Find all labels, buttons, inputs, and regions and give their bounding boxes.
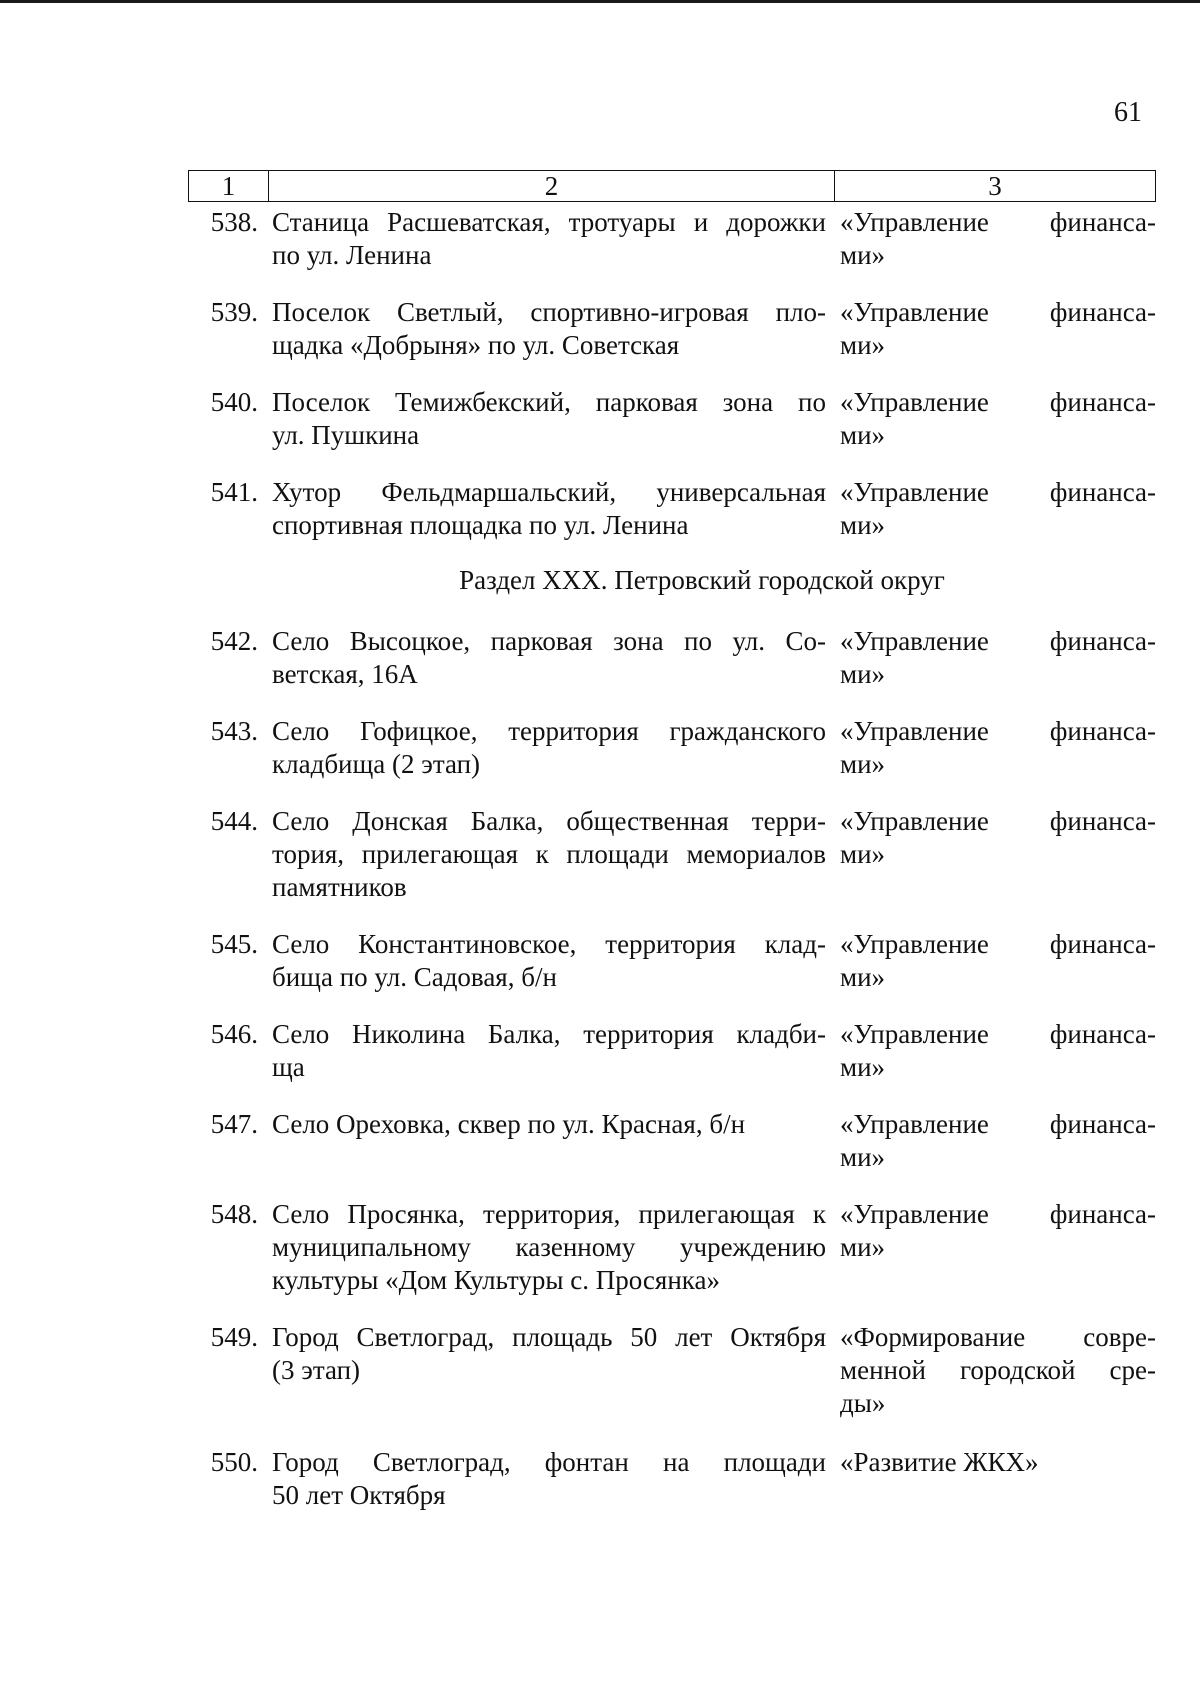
row-gap (188, 691, 1156, 715)
object-name-line: культуры «Дом Культуры с. Просянка» (272, 1265, 720, 1295)
row-gap (188, 1084, 1156, 1108)
table-row (188, 476, 1156, 542)
row-number: 539. (210, 297, 258, 327)
table-body (188, 206, 1156, 1512)
object-name-line: Село Николина Балка, территория кладби- (272, 1019, 826, 1049)
table-row (188, 928, 1156, 994)
row-number: 550. (210, 1447, 258, 1477)
row-number: 545. (210, 929, 258, 959)
row-gap (188, 272, 1156, 296)
program-name (834, 1108, 1156, 1174)
object-name-line: Поселок Темижбекский, парковая зона по (272, 387, 826, 417)
table-row (188, 625, 1156, 691)
object-name-line: Село Донская Балка, общественная терри- (272, 806, 826, 836)
program-name-line: ми» (840, 1052, 886, 1082)
table-row (188, 386, 1156, 452)
program-name-line: «Управление финанса- (840, 626, 1156, 656)
object-name (268, 1018, 834, 1084)
table-row (188, 1446, 1156, 1512)
program-name (834, 928, 1156, 994)
row-number: 538. (210, 207, 258, 237)
rows-before (188, 206, 1156, 564)
program-name-line: ми» (840, 839, 886, 869)
program-name (834, 1018, 1156, 1084)
header-col-3: 3 (988, 171, 1002, 201)
header-col-1: 1 (189, 171, 269, 201)
row-number: 544. (210, 806, 258, 836)
object-name (268, 296, 834, 362)
row-number: 541. (210, 477, 258, 507)
row-gap (188, 362, 1156, 386)
program-name-line: ми» (840, 510, 886, 540)
object-name (268, 386, 834, 452)
program-name-line: «Формирование совре- (840, 1322, 1156, 1352)
object-name-line: памятников (272, 872, 407, 902)
table-row (188, 805, 1156, 904)
object-name-line: Город Светлоград, фонтан на площади (272, 1447, 826, 1477)
program-name-line: ми» (840, 1142, 886, 1172)
program-name-line: «Управление финанса- (840, 1109, 1156, 1139)
program-name-line: менной городской сре- (840, 1355, 1156, 1385)
row-gap (188, 781, 1156, 805)
object-name-line: муниципальному казенному учреждению (272, 1232, 826, 1262)
object-name-line: по ул. Ленина (272, 240, 432, 270)
program-name-line: ми» (840, 749, 886, 779)
program-name (834, 386, 1156, 452)
object-name-line: Село Гофицкое, территория гражданского (272, 716, 826, 746)
row-number: 547. (210, 1109, 258, 1139)
object-name-line: Село Ореховка, сквер по ул. Красная, б/н (272, 1109, 746, 1139)
program-name-line: «Управление финанса- (840, 716, 1156, 746)
object-name (268, 476, 834, 542)
program-name-line: ми» (840, 420, 886, 450)
object-name (268, 625, 834, 691)
object-name-line: кладбища (2 этап) (272, 749, 481, 779)
row-gap (188, 994, 1156, 1018)
object-name-line: тория, прилегающая к площади мемориалов (272, 839, 826, 869)
program-name-line: «Управление финанса- (840, 1019, 1156, 1049)
object-name-line: Хутор Фельдмаршальский, универсальная (272, 477, 826, 507)
object-name-line: Поселок Светлый, спортивно-игровая пло- (272, 297, 826, 327)
section-title: Раздел XXX. Петровский городской округ (459, 565, 945, 595)
program-name-line: ми» (840, 962, 886, 992)
section-gap (188, 597, 1156, 625)
program-name (834, 296, 1156, 362)
program-name-line: ми» (840, 330, 886, 360)
rows-after (188, 625, 1156, 1512)
row-gap (188, 1297, 1156, 1321)
object-name-line: бища по ул. Садовая, б/н (272, 962, 557, 992)
row-number: 543. (210, 716, 258, 746)
object-name-line: ул. Пушкина (272, 420, 420, 450)
table-row (188, 715, 1156, 781)
page-number: 61 (1114, 97, 1142, 128)
top-rule (0, 0, 1200, 3)
program-name (834, 1321, 1156, 1420)
row-gap (188, 542, 1156, 564)
object-name-line: Город Светлоград, площадь 50 лет Октября (272, 1322, 826, 1352)
object-name-line: (3 этап) (272, 1355, 361, 1385)
object-name (268, 1446, 834, 1512)
object-name-line: щадка «Добрыня» по ул. Советская (272, 330, 680, 360)
object-name (268, 715, 834, 781)
table-row (188, 296, 1156, 362)
program-name-line: «Управление финанса- (840, 929, 1156, 959)
table-row (188, 1108, 1156, 1174)
row-number: 549. (210, 1322, 258, 1352)
object-name-line: ща (272, 1052, 305, 1082)
program-name (834, 1446, 1156, 1512)
program-name-line: «Управление финанса- (840, 207, 1156, 237)
object-name-line: Село Просянка, территория, прилегающая к (272, 1199, 826, 1229)
table-header (188, 170, 1156, 202)
object-name (268, 1321, 834, 1420)
program-name (834, 206, 1156, 272)
object-name-line: 50 лет Октября (272, 1480, 446, 1510)
header-col-2: 2 (269, 171, 835, 201)
program-name-line: ми» (840, 659, 886, 689)
object-name-line: Село Высоцкое, парковая зона по ул. Со- (272, 626, 826, 656)
program-name-line: «Управление финанса- (840, 806, 1156, 836)
row-gap (188, 904, 1156, 928)
object-name-line: Станица Расшеватская, тротуары и дорожки (272, 207, 826, 237)
row-number: 546. (210, 1019, 258, 1049)
row-gap (188, 452, 1156, 476)
object-name (268, 1198, 834, 1297)
row-gap (188, 1174, 1156, 1198)
program-name (834, 1198, 1156, 1297)
row-gap (188, 1420, 1156, 1446)
row-number: 540. (210, 387, 258, 417)
program-name-line: «Развитие ЖКХ» (840, 1447, 1039, 1477)
program-name (834, 625, 1156, 691)
table-row (188, 1321, 1156, 1420)
object-name (268, 805, 834, 904)
object-name-line: ветская, 16А (272, 659, 418, 689)
program-name (834, 476, 1156, 542)
table-row (188, 1198, 1156, 1297)
table-row (188, 1018, 1156, 1084)
program-name-line: ми» (840, 1232, 886, 1262)
program-name (834, 715, 1156, 781)
object-name-line: спортивная площадка по ул. Ленина (272, 510, 689, 540)
program-name-line: «Управление финанса- (840, 477, 1156, 507)
object-name-line: Село Константиновское, территория клад- (272, 929, 826, 959)
program-name-line: «Управление финанса- (840, 297, 1156, 327)
program-name (834, 805, 1156, 904)
program-name-line: «Управление финанса- (840, 387, 1156, 417)
row-number: 548. (210, 1199, 258, 1229)
table-row (188, 206, 1156, 272)
row-number: 542. (210, 626, 258, 656)
program-name-line: ми» (840, 240, 886, 270)
program-name-line: ды» (840, 1388, 886, 1418)
program-name-line: «Управление финанса- (840, 1199, 1156, 1229)
object-name (268, 928, 834, 994)
object-name (268, 206, 834, 272)
object-name (268, 1108, 834, 1174)
